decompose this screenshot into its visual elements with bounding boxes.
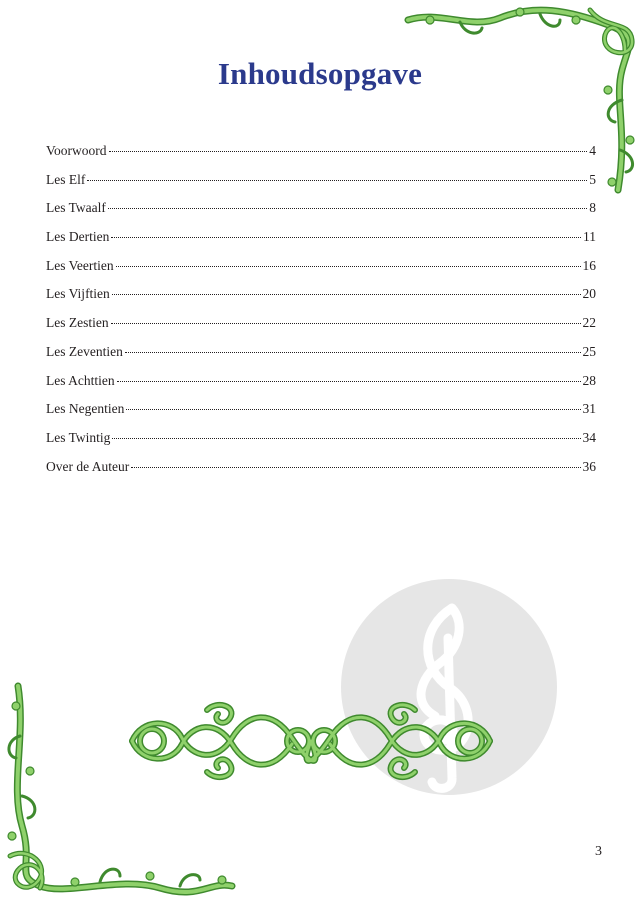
toc-leader-dots <box>111 322 581 324</box>
toc-entry-over-de-auteur[interactable] <box>46 457 596 486</box>
toc-entry-page: 16 <box>582 257 596 273</box>
toc-entry-les-veertien[interactable] <box>46 256 596 285</box>
toc-entry-title: Les Zeventien <box>46 343 123 359</box>
toc-entry-title: Les Negentien <box>46 401 125 417</box>
toc-entry-les-vijftien[interactable] <box>46 284 596 313</box>
toc-entry-page: 36 <box>582 458 596 474</box>
toc-entry-page: 22 <box>582 315 596 331</box>
toc-entry-page: 4 <box>589 143 596 158</box>
page-title: Inhoudsopgave <box>217 56 423 91</box>
toc-entry-les-zeventien[interactable] <box>46 342 596 371</box>
page-number: 3 <box>595 844 602 859</box>
toc-leader-dots <box>108 207 587 209</box>
toc-entry-title: Les Zestien <box>46 315 109 331</box>
toc-entry-page: 5 <box>589 171 596 187</box>
toc-entry-page: 8 <box>589 200 596 216</box>
toc-entry-les-negentien[interactable] <box>46 399 596 428</box>
toc-entry-page: 11 <box>583 229 596 245</box>
toc-entry-les-dertien[interactable] <box>46 227 596 256</box>
toc-entry-title: Les Elf <box>46 171 86 187</box>
toc-entry-title: Les Twintig <box>46 429 111 445</box>
toc-leader-dots <box>125 351 581 353</box>
toc-entry-title: Over de Auteur <box>46 458 130 474</box>
toc-entry-les-twaalf[interactable] <box>46 198 596 227</box>
toc-leader-dots <box>109 150 588 152</box>
toc-entry-page: 25 <box>582 343 596 359</box>
toc-entry-title: Voorwoord <box>46 143 107 158</box>
toc-entry-page: 34 <box>582 429 596 445</box>
toc-entry-title: Les Dertien <box>46 229 110 245</box>
toc-entry-les-achttien[interactable] <box>46 371 596 400</box>
toc-entry-les-zestien[interactable] <box>46 313 596 342</box>
toc-leader-dots <box>116 265 581 267</box>
toc-entry-les-twintig[interactable] <box>46 428 596 457</box>
toc-entry-title: Les Achttien <box>46 372 115 388</box>
table-of-contents <box>46 141 596 485</box>
vine-divider-ornament-icon <box>122 698 500 784</box>
toc-entry-title: Les Twaalf <box>46 200 106 216</box>
toc-leader-dots <box>112 437 580 439</box>
toc-entry-page: 20 <box>582 286 596 302</box>
toc-leader-dots <box>131 466 580 468</box>
toc-entry-title: Les Vijftien <box>46 286 110 302</box>
toc-leader-dots <box>126 408 580 410</box>
toc-entry-page: 28 <box>582 372 596 388</box>
toc-leader-dots <box>112 293 581 295</box>
toc-entry-page: 31 <box>582 401 596 417</box>
toc-leader-dots <box>111 236 581 238</box>
toc-leader-dots <box>87 179 587 181</box>
toc-entry-voorwoord[interactable] <box>46 141 596 170</box>
toc-entry-les-elf[interactable] <box>46 170 596 199</box>
toc-leader-dots <box>117 380 581 382</box>
toc-entry-title: Les Veertien <box>46 257 114 273</box>
